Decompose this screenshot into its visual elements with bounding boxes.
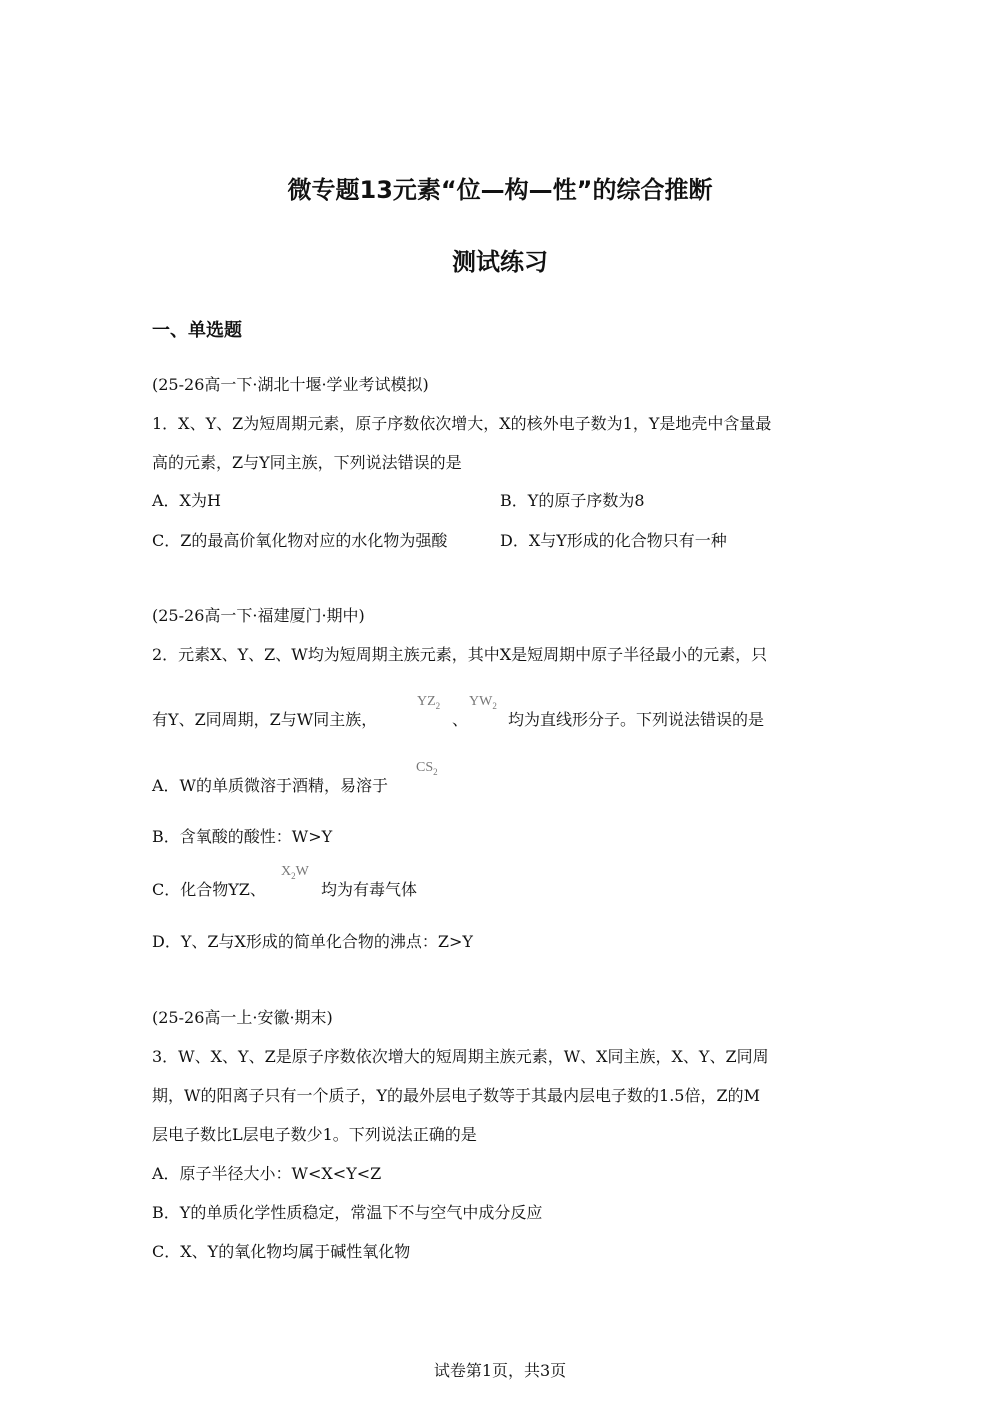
- option-c: C．X、Y的氧化物均属于碱性氧化物: [152, 1242, 411, 1261]
- question-stem: 层电子数比L层电子数少1。下列说法正确的是: [152, 1125, 477, 1144]
- option-c: C．化合物YZ、: [152, 880, 266, 899]
- option-d: D．X与Y形成的化合物只有一种: [500, 531, 727, 550]
- question-source: (25-26高一下·福建厦门·期中): [152, 606, 365, 625]
- option-a: A．W的单质微溶于酒精，易溶于: [152, 776, 389, 795]
- question-stem: 高的元素，Z与Y同主族，下列说法错误的是: [152, 453, 462, 472]
- question-stem: 期，W的阳离子只有一个质子，Y的最外层电子数等于其最内层电子数的1.5倍，Z的M: [152, 1086, 760, 1105]
- question-stem: [152, 707, 377, 730]
- question-source: (25-26高一上·安徽·期末): [152, 1008, 333, 1027]
- document-title: 微专题13元素“位—构—性”的综合推断: [287, 176, 713, 204]
- page-footer: 试卷第1页，共3页: [433, 1361, 567, 1380]
- formula-yz2: $YZ_2$: [417, 694, 441, 711]
- formula-x2w: $X_2W$: [281, 864, 309, 881]
- stem-text: 均为直线形分子。下列说法错误的是: [508, 710, 765, 729]
- document-subtitle: 测试练习: [452, 248, 548, 276]
- separator: 、: [452, 710, 469, 729]
- question-stem: 3．W、X、Y、Z是原子序数依次增大的短周期主族元素，W、X同主族，X、Y、Z同周: [152, 1047, 769, 1066]
- formula-yw2: $YW_2$: [469, 694, 497, 711]
- question-source: (25-26高一下·湖北十堰·学业考试模拟): [152, 375, 429, 394]
- option-b: B．含氧酸的酸性：W>Y: [152, 827, 333, 846]
- stem-text: 有Y、Z同周期，Z与W同主族，: [152, 710, 378, 729]
- option-d: D．Y、Z与X形成的简单化合物的沸点：Z>Y: [152, 932, 473, 951]
- section-heading: 一、单选题: [152, 320, 242, 341]
- option-b: B．Y的原子序数为8: [500, 491, 645, 510]
- option-a: A．原子半径大小：W<X<Y<Z: [152, 1164, 382, 1183]
- option-a: A．X为H: [152, 491, 221, 510]
- option-c: C．Z的最高价氧化物对应的水化物为强酸: [152, 531, 448, 550]
- formula-cs2: $CS_2$: [416, 760, 438, 777]
- question-stem: 2．元素X、Y、Z、W均为短周期主族元素，其中X是短周期中原子半径最小的元素，只: [152, 645, 768, 664]
- option-c-tail: 均为有毒气体: [321, 880, 418, 899]
- option-b: B．Y的单质化学性质稳定，常温下不与空气中成分反应: [152, 1203, 543, 1222]
- question-stem: 1．X、Y、Z为短周期元素，原子序数依次增大，X的核外电子数为1，Y是地壳中含量最: [152, 414, 772, 433]
